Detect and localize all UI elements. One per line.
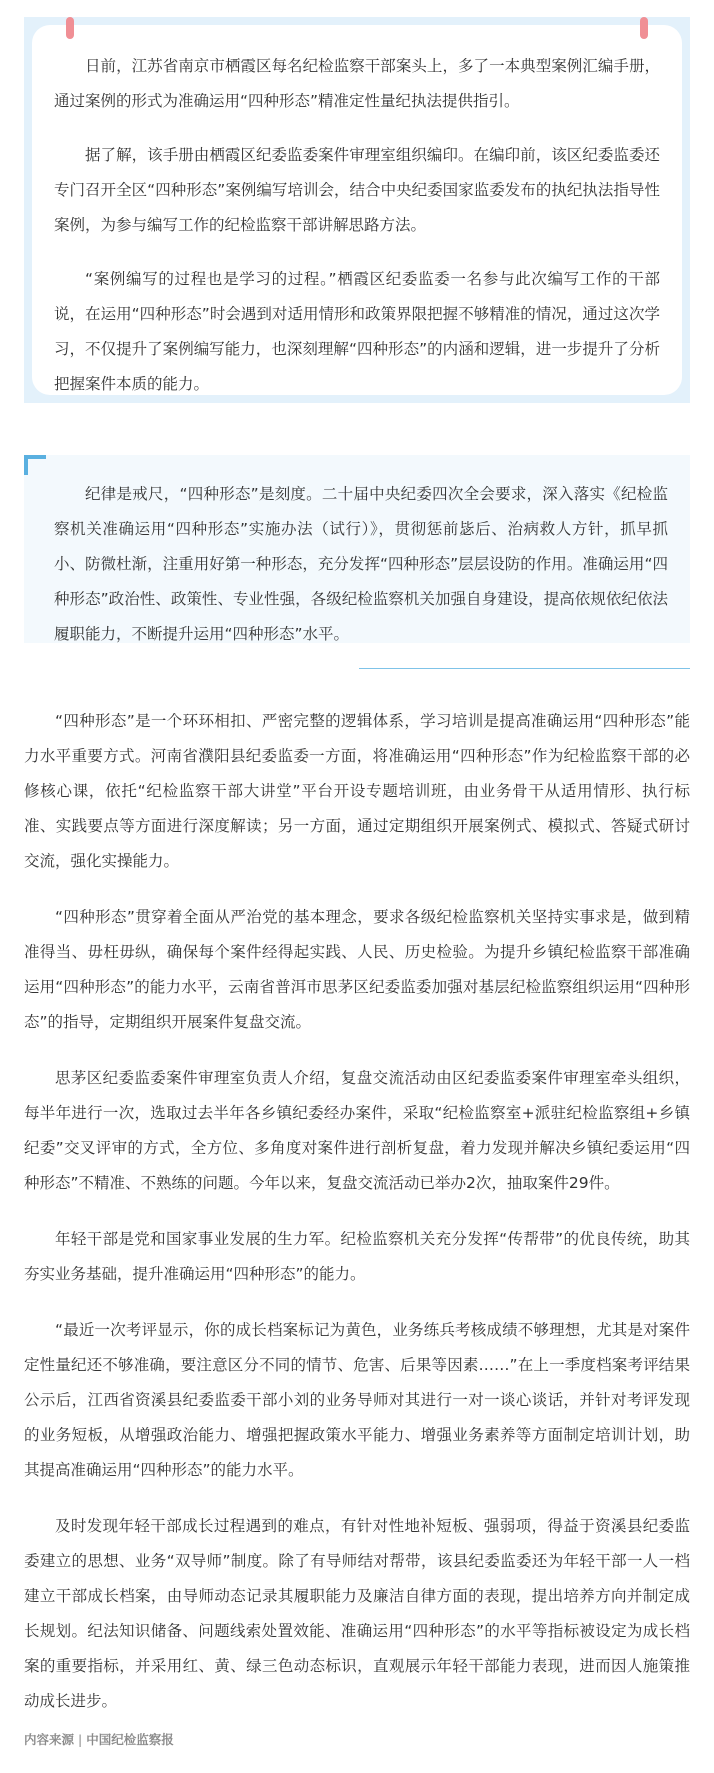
corner-bracket-decoration bbox=[24, 455, 46, 475]
body-paragraph-3: 思茅区纪委监委案件审理室负责人介绍，复盘交流活动由区纪委监委案件审理室牵头组织，每半年进行一次，选取过去半年各乡镇纪委经办案件，采取“纪检监察室+派驻纪检监察组+乡镇纪委”交叉评审的方式，全方位、多角度对案件进行剖析复盘，着力发现并解决乡镇纪委运用“四种形态”不精准、不熟练的问题。今年以来，复盘交流活动已举办2次，抽取案件29件。 bbox=[24, 1069, 690, 1192]
intro-card-inner bbox=[32, 25, 682, 395]
body-paragraph-1: “四种形态”是一个环环相扣、严密完整的逻辑体系，学习培训是提高准确运用“四种形态”能力水平重要方式。河南省濮阳县纪委监委一方面，将准确运用“四种形态”作为纪检监察干部的必修核心课，依托“纪检监察干部大讲堂”平台开设专题培训班，由业务骨干从适用情形、执行标准、实践要点等方面进行深度解读；另一方面，通过定期组织开展案例式、模拟式、答疑式研讨交流，强化实操能力。 bbox=[24, 712, 690, 870]
body-paragraph-5: “最近一次考评显示，你的成长档案标记为黄色，业务练兵考核成绩不够理想，尤其是对案件定性量纪还不够准确，要注意区分不同的情节、危害、后果等因素……”在上一季度档案考评结果公示后，江西省资溪县纪委监委干部小刘的业务导师对其进行一对一谈心谈话，并针对考评发现的业务短板，从增强政治能力、增强把握政策水平能力、增强业务素养等方面制定培训计划，助其提高准确运用“四种形态”的能力水平。 bbox=[24, 1321, 690, 1479]
source-separator: | bbox=[78, 1732, 83, 1747]
quote-card bbox=[24, 455, 690, 643]
quote-paragraph: 纪律是戒尺，“四种形态”是刻度。二十届中央纪委四次全会要求，深入落实《纪检监察机关准确运用“四种形态”实施办法（试行）》，贯彻惩前毖后、治病救人方针，抓早抓小、防微杜渐，注重用好第一种形态，充分发挥“四种形态”层层设防的作用。准确运用“四种形态”政治性、政策性、专业性强，各级纪检监察机关加强自身建设，提高依规依纪依法履职能力，不断提升运用“四种形态”水平。 bbox=[54, 485, 668, 643]
intro-paragraph-2: 据了解，该手册由栖霞区纪委监委案件审理室组织编印。在编印前，该区纪委监委还专门召开全区“四种形态”案例编写培训会，结合中央纪委国家监委发布的执纪执法指导性案例，为参与编写工作的纪检监察干部讲解思路方法。 bbox=[54, 146, 660, 234]
intro-paragraph-3: “案例编写的过程也是学习的过程。”栖霞区纪委监委一名参与此次编写工作的干部说，在运用“四种形态”时会遇到对适用情形和政策界限把握不够精准的情况，通过这次学习，不仅提升了案例编写能力，也深刻理解“四种形态”的内涵和逻辑，进一步提升了分析把握案件本质的能力。 bbox=[54, 270, 660, 393]
body-paragraph-2: “四种形态”贯穿着全面从严治党的基本理念，要求各级纪检监察机关坚持实事求是，做到精准得当、毋枉毋纵，确保每个案件经得起实践、人民、历史检验。为提升乡镇纪检监察干部准确运用“四种形态”的能力水平，云南省普洱市思茅区纪委监委加强对基层纪检监察组织运用“四种形态”的指导，定期组织开展案件复盘交流。 bbox=[24, 908, 690, 1031]
intro-paragraph-1: 日前，江苏省南京市栖霞区每名纪检监察干部案头上，多了一本典型案例汇编手册，通过案例的形式为准确运用“四种形态”精准定性量纪执法提供指引。 bbox=[54, 57, 660, 110]
pin-right-decoration bbox=[640, 17, 648, 39]
body-paragraph-4: 年轻干部是党和国家事业发展的生力军。纪检监察机关充分发挥“传帮带”的优良传统，助其夯实业务基础，提升准确运用“四种形态”的能力。 bbox=[24, 1230, 690, 1283]
intro-card bbox=[24, 17, 690, 403]
divider-line bbox=[359, 668, 690, 669]
source-name: 中国纪检监察报 bbox=[86, 1732, 174, 1747]
source-label: 内容来源 bbox=[24, 1732, 75, 1747]
source-footer bbox=[24, 1730, 174, 1748]
body-paragraph-6: 及时发现年轻干部成长过程遇到的难点，有针对性地补短板、强弱项，得益于资溪县纪委监委建立的思想、业务“双导师”制度。除了有导师结对帮带，该县纪委监委还为年轻干部一人一档建立干部成长档案，由导师动态记录其履职能力及廉洁自律方面的表现，提出培养方向并制定成长规划。纪法知识储备、问题线索处置效能、准确运用“四种形态”的水平等指标被设定为成长档案的重要指标，并采用红、黄、绿三色动态标识，直观展示年轻干部能力表现，进而因人施策推动成长进步。 bbox=[24, 1517, 690, 1710]
pin-left-decoration bbox=[66, 17, 74, 39]
article-body bbox=[24, 704, 690, 1740]
